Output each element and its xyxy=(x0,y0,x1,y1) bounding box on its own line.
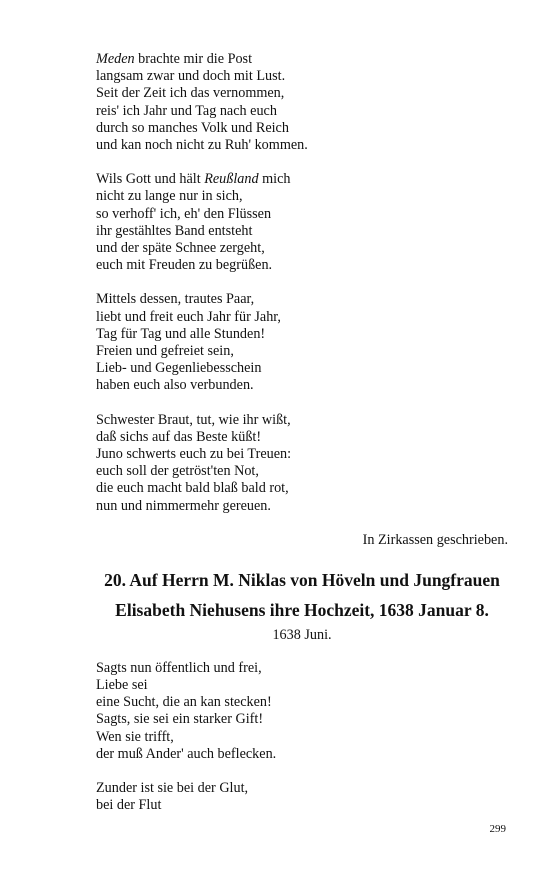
verse-line xyxy=(96,137,508,154)
verse-text: euch mit Freuden zu begrüßen. xyxy=(96,257,273,274)
verse-line xyxy=(96,660,508,677)
verse-line xyxy=(96,51,508,68)
verse-text: liebt und freit euch Jahr für Jahr, xyxy=(96,308,281,325)
verse-line xyxy=(96,206,508,223)
verse-text: durch so manches Volk und Reich xyxy=(96,119,289,136)
verse-line xyxy=(96,326,508,343)
heading-date: 1638 Juni. xyxy=(272,626,332,643)
stanza xyxy=(96,412,508,515)
verse-text: Lieb- und Gegenliebesschein xyxy=(96,360,262,377)
stanza xyxy=(96,660,508,763)
italic-word: Meden xyxy=(96,51,135,67)
verse-text: Juno schwerts euch zu bei Treuen: xyxy=(96,446,292,463)
italic-word: Reußland xyxy=(204,171,259,188)
verse-line xyxy=(96,188,508,205)
verse-text: Tag für Tag und alle Stunden! xyxy=(96,325,266,342)
verse-line xyxy=(96,360,508,377)
verse-text: Wils Gott und hält xyxy=(96,171,205,188)
heading-line-1: 20. Auf Herrn M. Niklas von Höveln und Jungfrauen xyxy=(104,569,500,590)
verse-text: reis' ich Jahr und Tag nach euch xyxy=(96,102,277,119)
verse-line xyxy=(96,746,508,763)
verse-line xyxy=(96,711,508,728)
verse-text: der muß Ander' auch beflecken. xyxy=(96,745,277,762)
place-note: In Zirkassen geschrieben. xyxy=(362,531,508,548)
verse-line xyxy=(96,429,508,446)
verse-text: nicht zu lange nur in sich, xyxy=(96,188,243,205)
page-number: 299 xyxy=(489,823,506,835)
verse-line xyxy=(96,446,508,463)
verse-text: Freien und gefreiet sein, xyxy=(96,343,234,360)
verse-text: Sagts, sie sei ein starker Gift! xyxy=(96,711,264,728)
verse-text: und kan noch nicht zu Ruh' kommen. xyxy=(96,137,308,154)
verse-line xyxy=(96,223,508,240)
verse-text: Wen sie trifft, xyxy=(96,728,174,745)
verse-line xyxy=(96,677,508,694)
section-heading xyxy=(96,569,508,621)
verse-line xyxy=(96,103,508,120)
verse-line xyxy=(96,480,508,497)
verse-text: Sagts nun öffentlich und frei, xyxy=(96,659,262,676)
verse-text: Liebe sei xyxy=(96,677,148,694)
verse-text: ihr gestähltes Band entsteht xyxy=(96,222,253,239)
verse-line xyxy=(96,291,508,308)
poem-second xyxy=(96,660,508,815)
verse-line xyxy=(96,729,508,746)
poem-first xyxy=(96,51,508,515)
heading-line-2: Elisabeth Niehusens ihre Hochzeit, 1638 Januar 8. xyxy=(115,599,489,620)
verse-line xyxy=(96,343,508,360)
verse-line xyxy=(96,780,508,797)
stanza xyxy=(96,780,508,814)
verse-text: eine Sucht, die an kan stecken! xyxy=(96,694,272,711)
verse-text: mich xyxy=(258,171,291,188)
page-content xyxy=(96,51,508,832)
verse-text: nun und nimmermehr gereuen. xyxy=(96,497,271,514)
verse-text: haben euch also verbunden. xyxy=(96,377,254,394)
verse-line xyxy=(96,463,508,480)
verse-text: daß sichs auf das Beste küßt! xyxy=(96,428,262,445)
verse-text: so verhoff' ich, eh' den Flüssen xyxy=(96,205,272,222)
verse-line xyxy=(96,377,508,394)
verse-text: Zunder ist sie bei der Glut, xyxy=(96,780,249,797)
verse-line xyxy=(96,120,508,137)
verse-line xyxy=(96,85,508,102)
verse-line xyxy=(96,498,508,515)
verse-text: die euch macht bald blaß bald rot, xyxy=(96,480,289,497)
verse-line xyxy=(96,309,508,326)
stanza xyxy=(96,291,508,394)
stanza xyxy=(96,171,508,274)
verse-line xyxy=(96,412,508,429)
verse-text: Seit der Zeit ich das vernommen, xyxy=(96,85,285,102)
verse-line xyxy=(96,68,508,85)
stanza xyxy=(96,51,508,154)
verse-line xyxy=(96,257,508,274)
verse-text: Schwester Braut, tut, wie ihr wißt, xyxy=(96,411,291,428)
verse-text: bei der Flut xyxy=(96,797,162,814)
verse-text: euch soll der getröst'ten Not, xyxy=(96,463,259,480)
verse-line xyxy=(96,171,508,188)
verse-line xyxy=(96,240,508,257)
verse-text: und der späte Schnee zergeht, xyxy=(96,240,265,257)
verse-text: Mittels dessen, trautes Paar, xyxy=(96,291,255,308)
verse-text: langsam zwar und doch mit Lust. xyxy=(96,68,286,85)
verse-line xyxy=(96,797,508,814)
verse-text: brachte mir die Post xyxy=(134,51,253,67)
verse-line xyxy=(96,694,508,711)
